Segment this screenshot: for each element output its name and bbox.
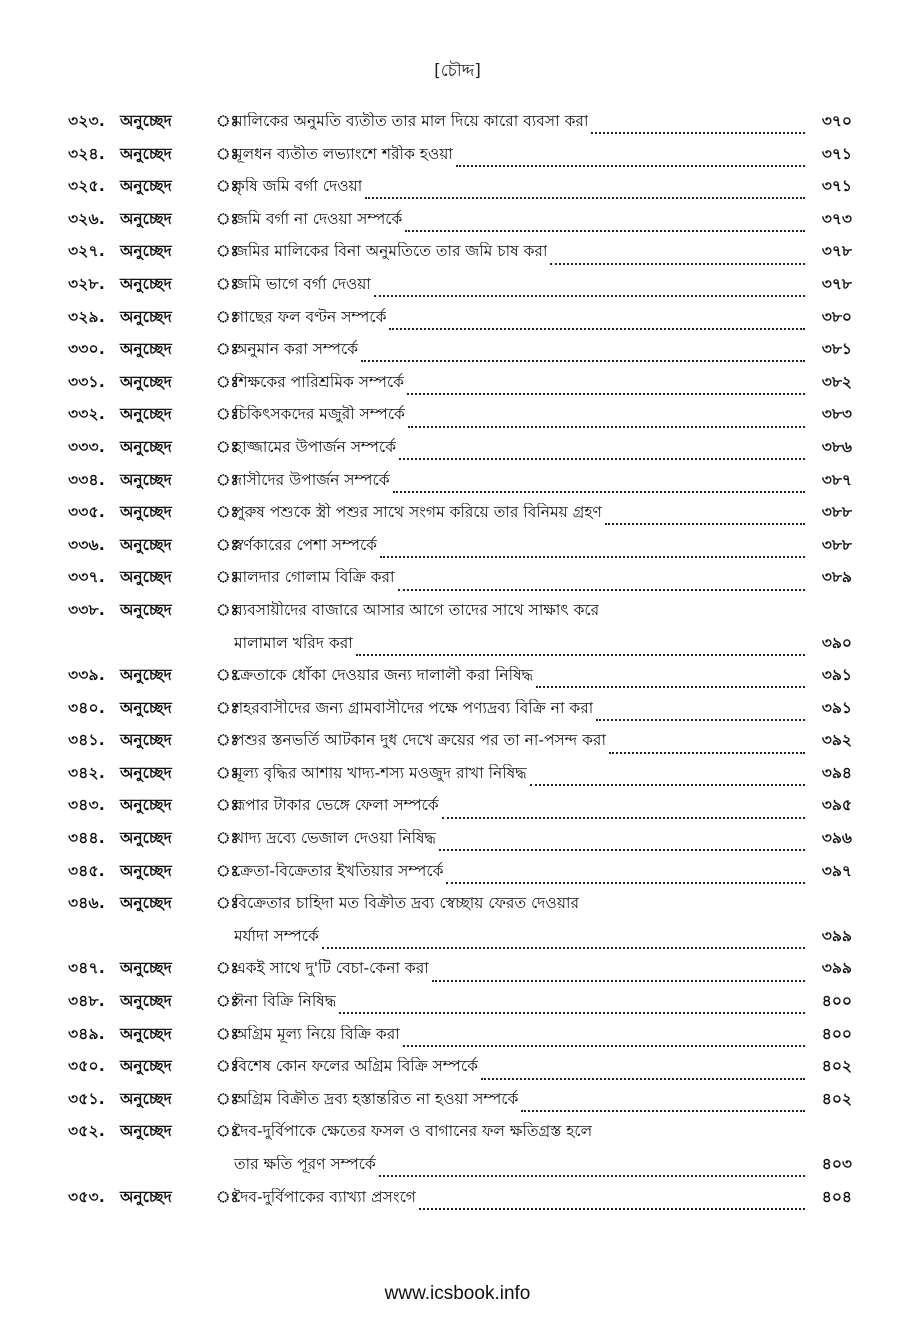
entry-title-line [234, 177, 852, 210]
entry-number: ৩৩৭. [68, 568, 105, 587]
entry-label: অনুচ্ছেদ [120, 177, 172, 196]
entry-separator: ঃ [216, 666, 239, 685]
dot-leader [550, 263, 805, 265]
entry-number: ৩৪০. [68, 698, 105, 717]
entry-title-line [234, 699, 852, 732]
dot-leader [393, 491, 805, 493]
entry-title-line [234, 568, 852, 601]
dot-leader [398, 589, 805, 591]
dot-leader [419, 1208, 805, 1210]
dot-leader [456, 165, 805, 167]
entry-separator: ঃ [216, 112, 239, 130]
entry-page-number: ৩৮৭ [821, 470, 852, 489]
entry-title: একই সাথে দু'টি বেচা-কেনা করা [234, 959, 429, 978]
entry-page-number: ৩৯২ [821, 731, 852, 750]
entry-body [234, 1188, 852, 1221]
entry-number: ৩৪৬. [68, 894, 105, 913]
toc-entry [68, 275, 852, 308]
entry-separator: ঃ [216, 242, 239, 261]
entry-label: অনুচ্ছেদ [120, 470, 172, 489]
entry-body [234, 536, 852, 569]
entry-body [234, 275, 852, 308]
entry-title: পুরুষ পশুকে স্ত্রী পশুর সাথে সংগম করিয়ে তার বিনিময় গ্রহণ [234, 503, 602, 522]
entry-number: ৩৪১. [68, 731, 105, 750]
entry-number: ৩৩১. [68, 372, 105, 391]
toc-entry [68, 666, 852, 699]
entry-title: স্বর্ণকারের পেশা সম্পর্কে [234, 535, 378, 554]
entry-body [234, 471, 852, 504]
entry-title: অগ্রিম বিক্রীত দ্রব্য হস্তান্তরিত না হওয়া সম্পর্কে [234, 1089, 519, 1108]
entry-separator: ঃ [216, 274, 239, 293]
entry-title-line [234, 438, 852, 471]
page-number-header: [চৌদ্দ] [434, 61, 481, 81]
dot-leader [481, 1078, 805, 1080]
entry-label: অনুচ্ছেদ [120, 405, 172, 424]
toc-entry [68, 503, 852, 536]
entry-label: অনুচ্ছেদ [120, 144, 172, 163]
toc-entry [68, 699, 852, 732]
dot-leader [405, 230, 805, 232]
toc-entry [68, 959, 852, 992]
entry-title: তার ক্ষতি পূরণ সম্পর্কে [234, 1155, 376, 1173]
toc-entry [68, 308, 852, 341]
toc-entry [68, 471, 852, 504]
entry-body [234, 666, 852, 699]
entry-page-number: ৪০৪ [821, 1187, 852, 1206]
entry-title: শিক্ষকের পারিশ্রমিক সম্পর্কে [234, 372, 405, 391]
dot-leader [374, 295, 805, 297]
entry-title: মালদার গোলাম বিক্রি করা [234, 568, 395, 587]
entry-number: ৩৫২. [68, 1122, 105, 1141]
entry-label: অনুচ্ছেদ [120, 437, 172, 456]
entry-separator: ঃ [216, 894, 239, 913]
dot-leader [407, 393, 805, 395]
entry-number: ৩২৯. [68, 307, 105, 326]
entry-title: মূল্য বৃদ্ধির আশায় খাদ্য-শস্য মওজুদ রাখা নিষিদ্ধ [234, 763, 527, 782]
toc-entry [68, 862, 852, 895]
toc-entry [68, 177, 852, 210]
entry-body [234, 731, 852, 764]
entry-number: ৩৪৮. [68, 992, 105, 1011]
entry-number: ৩৩৪. [68, 470, 105, 489]
entry-title: মূলধন ব্যতীত লভ্যাংশে শরীক হওয়া [234, 144, 453, 163]
entry-page-number: ৩৮৬ [821, 437, 852, 456]
entry-number: ৩৩০. [68, 340, 105, 359]
entry-page-number: ৩৮১ [821, 340, 852, 359]
entry-title-line [234, 340, 852, 373]
entry-label: অনুচ্ছেদ [120, 340, 172, 359]
dot-leader [530, 784, 805, 786]
entry-body [234, 568, 852, 601]
entry-label: অনুচ্ছেদ [120, 861, 172, 880]
entry-title: দৈব-দুর্বিপাকের ব্যাখ্যা প্রসংগে [234, 1187, 416, 1206]
dot-leader [365, 197, 805, 199]
toc-entry [68, 405, 852, 438]
entry-page-number: ৩৯৭ [821, 861, 852, 880]
entry-separator: ঃ [216, 1024, 239, 1043]
entry-title: হাজ্জামের উপার্জন সম্পর্কে [234, 437, 397, 456]
toc-entry [68, 536, 852, 569]
entry-title-line [234, 862, 852, 895]
entry-label: অনুচ্ছেদ [120, 600, 172, 619]
entry-number: ৩২৫. [68, 177, 105, 196]
entry-page-number: ৪০২ [821, 1089, 852, 1108]
entry-number: ৩৩২. [68, 405, 105, 424]
entry-body [234, 764, 852, 797]
entry-body [234, 308, 852, 341]
entry-title-line [234, 1025, 852, 1058]
toc-entry [68, 340, 852, 373]
entry-separator: ঃ [216, 959, 239, 978]
entry-label: অনুচ্ছেদ [120, 1089, 172, 1108]
table-of-contents [68, 112, 852, 1220]
entry-separator: ঃ [216, 503, 239, 522]
entry-separator: ঃ [216, 829, 239, 848]
entry-separator: ঃ [216, 340, 239, 359]
entry-title: কৃষি জমি বর্গা দেওয়া [234, 177, 363, 196]
toc-entry [68, 1090, 852, 1123]
entry-title: অনুমান করা সম্পর্কে [234, 340, 359, 359]
entry-label: অনুচ্ছেদ [120, 372, 172, 391]
entry-body [234, 503, 852, 536]
toc-entry [68, 568, 852, 601]
dot-leader [446, 882, 805, 884]
entry-separator: ঃ [216, 1057, 239, 1076]
entry-title-line [234, 1188, 852, 1221]
entry-title-line [234, 992, 852, 1025]
entry-separator: ঃ [216, 1122, 239, 1141]
entry-title: মালিকের অনুমতি ব্যতীত তার মাল দিয়ে কারো ব্যবসা করা [234, 112, 589, 130]
entry-title: জমি ভাগে বর্গা দেওয়া [234, 274, 371, 293]
entry-separator: ঃ [216, 177, 239, 196]
entry-body [234, 340, 852, 373]
entry-page-number: ৩৯৯ [821, 926, 852, 945]
entry-label: অনুচ্ছেদ [120, 959, 172, 978]
entry-label: অনুচ্ছেদ [120, 112, 172, 130]
entry-title: বিক্রেতার চাহিদা মত বিক্রীত দ্রব্য স্বেচ্ছায় ফেরত দেওয়ার [234, 894, 579, 913]
entry-title: ক্রেতা-বিক্রেতার ইখতিয়ার সম্পর্কে [234, 861, 444, 880]
toc-entry [68, 373, 852, 406]
entry-separator: ঃ [216, 405, 239, 424]
entry-title-line [234, 829, 852, 862]
entry-label: অনুচ্ছেদ [120, 992, 172, 1011]
toc-entry [68, 764, 852, 797]
entry-separator: ঃ [216, 796, 239, 815]
entry-page-number: ৩৮৯ [821, 568, 852, 587]
entry-title-line [234, 634, 852, 667]
toc-entry [68, 796, 852, 829]
entry-number: ৩৪২. [68, 763, 105, 782]
entry-title-line [234, 1122, 852, 1155]
entry-title: জমির মালিকের বিনা অনুমতিতে তার জমি চাষ করা [234, 242, 548, 261]
dot-leader [379, 1175, 805, 1177]
toc-entry [68, 601, 852, 666]
entry-title-line [234, 927, 852, 960]
entry-title-line [234, 405, 852, 438]
entry-title: দৈব-দুর্বিপাকে ক্ষেতের ফসল ও বাগানের ফল ক্ষতিগ্রস্ত হলে [234, 1122, 593, 1141]
entry-page-number: ৩৭১ [821, 177, 852, 196]
entry-number: ৩৫১. [68, 1089, 105, 1108]
entry-title-line [234, 242, 852, 275]
entry-label: অনুচ্ছেদ [120, 1057, 172, 1076]
entry-label: অনুচ্ছেদ [120, 209, 172, 228]
toc-entry [68, 210, 852, 243]
entry-number: ৩৪৫. [68, 861, 105, 880]
entry-body [234, 210, 852, 243]
toc-entry [68, 894, 852, 959]
entry-separator: ঃ [216, 470, 239, 489]
entry-title-line [234, 796, 852, 829]
entry-body [234, 242, 852, 275]
entry-number: ৩২৬. [68, 209, 105, 228]
entry-label: অনুচ্ছেদ [120, 763, 172, 782]
dot-leader [356, 654, 805, 656]
entry-title: বিশেষ কোন ফলের অগ্রিম বিক্রি সম্পর্কে [234, 1057, 478, 1076]
toc-entry [68, 992, 852, 1025]
toc-entry [68, 438, 852, 471]
entry-page-number: ৩৮০ [821, 307, 852, 326]
entry-separator: ঃ [216, 992, 239, 1011]
entry-separator: ঃ [216, 698, 239, 717]
entry-separator: ঃ [216, 209, 239, 228]
entry-body [234, 438, 852, 471]
entry-number: ৩২৩. [68, 112, 105, 130]
entry-number: ৩৩৫. [68, 503, 105, 522]
entry-separator: ঃ [216, 568, 239, 587]
entry-number: ৩৩৩. [68, 437, 105, 456]
toc-entry [68, 242, 852, 275]
entry-label: অনুচ্ছেদ [120, 1187, 172, 1206]
entry-page-number: ৪০০ [821, 992, 852, 1011]
entry-title: চিকিৎসকদের মজুরী সম্পর্কে [234, 405, 405, 424]
entry-page-number: ৩৯১ [821, 666, 852, 685]
entry-title-line [234, 112, 852, 145]
entry-title-line [234, 536, 852, 569]
entry-body [234, 145, 852, 178]
entry-body [234, 373, 852, 406]
entry-body [234, 1025, 852, 1058]
entry-page-number: ৪০৩ [821, 1155, 852, 1173]
entry-number: ৩২৪. [68, 144, 105, 163]
entry-number: ৩৪৯. [68, 1024, 105, 1043]
entry-label: অনুচ্ছেদ [120, 1122, 172, 1141]
entry-page-number: ৩৯৪ [821, 763, 852, 782]
entry-number: ৩৩৬. [68, 535, 105, 554]
entry-number: ৩৪৩. [68, 796, 105, 815]
entry-title-line [234, 373, 852, 406]
entry-title-line [234, 145, 852, 178]
entry-page-number: ৩৯৯ [821, 959, 852, 978]
entry-page-number: ৩৭৮ [821, 242, 852, 261]
entry-title-line [234, 894, 852, 927]
entry-title: ক্রেতাকে ধোঁকা দেওয়ার জন্য দালালী করা নিষিদ্ধ [234, 666, 533, 685]
entry-label: অনুচ্ছেদ [120, 894, 172, 913]
entry-label: অনুচ্ছেদ [120, 698, 172, 717]
entry-separator: ঃ [216, 763, 239, 782]
entry-number: ৩২৭. [68, 242, 105, 261]
entry-label: অনুচ্ছেদ [120, 731, 172, 750]
entry-title-line [234, 1057, 852, 1090]
entry-title-line [234, 764, 852, 797]
entry-separator: ঃ [216, 731, 239, 750]
entry-page-number: ৩৭১ [821, 144, 852, 163]
entry-body [234, 177, 852, 210]
entry-body [234, 894, 852, 959]
dot-leader [591, 132, 805, 134]
entry-title: মর্যাদা সম্পর্কে [234, 926, 319, 945]
entry-page-number: ৪০০ [821, 1024, 852, 1043]
entry-title-line [234, 308, 852, 341]
entry-title-line [234, 1090, 852, 1123]
dot-leader [380, 556, 805, 558]
entry-title: অগ্রিম মূল্য নিয়ে বিক্রি করা [234, 1024, 400, 1043]
dot-leader [609, 752, 805, 754]
entry-body [234, 862, 852, 895]
toc-entry [68, 829, 852, 862]
entry-title-line [234, 959, 852, 992]
dot-leader [361, 360, 805, 362]
entry-separator: ঃ [216, 437, 239, 456]
entry-body [234, 959, 852, 992]
entry-label: অনুচ্ছেদ [120, 503, 172, 522]
entry-body [234, 112, 852, 145]
entry-page-number: ৩৮৩ [821, 405, 852, 424]
entry-label: অনুচ্ছেদ [120, 796, 172, 815]
entry-body [234, 405, 852, 438]
entry-page-number: ৩৮২ [821, 372, 852, 391]
entry-label: অনুচ্ছেদ [120, 666, 172, 685]
entry-number: ৩৫০. [68, 1057, 105, 1076]
entry-title-line [234, 471, 852, 504]
dot-leader [596, 719, 805, 721]
entry-title-line [234, 210, 852, 243]
dot-leader [399, 458, 805, 460]
entry-title: মালামাল খরিদ করা [234, 633, 353, 652]
toc-entry [68, 1122, 852, 1187]
entry-body [234, 1122, 852, 1187]
entry-title-line [234, 666, 852, 699]
entry-separator: ঃ [216, 372, 239, 391]
entry-title: শহরবাসীদের জন্য গ্রামবাসীদের পক্ষে পণ্যদ্রব্য বিক্রি না করা [234, 698, 594, 717]
entry-number: ৩৩৮. [68, 600, 105, 619]
entry-page-number: ৩৭০ [821, 112, 852, 130]
entry-number: ৩৩৯. [68, 666, 105, 685]
entry-number: ৩৪৭. [68, 959, 105, 978]
entry-separator: ঃ [216, 861, 239, 880]
entry-number: ৩৫৩. [68, 1187, 105, 1206]
footer-website: www.icsbook.info [384, 1283, 531, 1304]
entry-label: অনুচ্ছেদ [120, 242, 172, 261]
entry-separator: ঃ [216, 1187, 239, 1206]
entry-label: অনুচ্ছেদ [120, 307, 172, 326]
entry-title-line [234, 275, 852, 308]
entry-title: জমি বর্গা না দেওয়া সম্পর্কে [234, 209, 403, 228]
entry-page-number: ৩৯১ [821, 698, 852, 717]
dot-leader [521, 1110, 805, 1112]
dot-leader [605, 523, 805, 525]
toc-entry [68, 145, 852, 178]
toc-entry [68, 731, 852, 764]
entry-body [234, 601, 852, 666]
dot-leader [389, 328, 805, 330]
entry-separator: ঃ [216, 307, 239, 326]
entry-page-number: ৩৯০ [821, 633, 852, 652]
toc-entry [68, 112, 852, 145]
entry-label: অনুচ্ছেদ [120, 274, 172, 293]
entry-body [234, 699, 852, 732]
entry-body [234, 829, 852, 862]
entry-page-number: ৩৭৮ [821, 274, 852, 293]
entry-page-number: ৩৭৩ [821, 209, 852, 228]
toc-entry [68, 1188, 852, 1221]
toc-entry [68, 1025, 852, 1058]
entry-title: ব্যবসায়ীদের বাজারে আসার আগে তাদের সাথে সাক্ষাৎ করে [234, 600, 600, 619]
entry-number: ৩৪৪. [68, 829, 105, 848]
entry-separator: ঃ [216, 144, 239, 163]
entry-title: ঈনা বিক্রি নিষিদ্ধ [234, 992, 337, 1011]
entry-page-number: ৩৮৮ [821, 503, 852, 522]
entry-title: খাদ্য দ্রব্যে ভেজাল দেওয়া নিষিদ্ধ [234, 829, 436, 848]
entry-page-number: ৩৯৬ [821, 829, 852, 848]
dot-leader [408, 426, 805, 428]
toc-entry [68, 1057, 852, 1090]
entry-separator: ঃ [216, 1089, 239, 1108]
entry-label: অনুচ্ছেদ [120, 1024, 172, 1043]
entry-body [234, 992, 852, 1025]
entry-body [234, 1057, 852, 1090]
entry-body [234, 796, 852, 829]
entry-title-line [234, 1155, 852, 1188]
entry-separator: ঃ [216, 535, 239, 554]
entry-title-line [234, 601, 852, 634]
entry-label: অনুচ্ছেদ [120, 568, 172, 587]
dot-leader [432, 980, 805, 982]
entry-title-line [234, 503, 852, 536]
dot-leader [442, 817, 805, 819]
entry-number: ৩২৮. [68, 274, 105, 293]
entry-title: দাসীদের উপার্জন সম্পর্কে [234, 470, 390, 489]
entry-label: অনুচ্ছেদ [120, 829, 172, 848]
dot-leader [536, 686, 805, 688]
entry-page-number: ৪০২ [821, 1057, 852, 1076]
entry-body [234, 1090, 852, 1123]
entry-title: রূপার টাকার ভেঙ্গে ফেলা সম্পর্কে [234, 796, 439, 815]
dot-leader [439, 849, 805, 851]
dot-leader [403, 1045, 805, 1047]
dot-leader [339, 1012, 805, 1014]
entry-separator: ঃ [216, 600, 239, 619]
entry-page-number: ৩৯৫ [821, 796, 852, 815]
entry-label: অনুচ্ছেদ [120, 535, 172, 554]
entry-title: পশুর স্তনভর্তি আটকান দুধ দেখে ক্রয়ের পর তা না-পসন্দ করা [234, 731, 606, 750]
entry-title: গাছের ফল বণ্টন সম্পর্কে [234, 307, 387, 326]
dot-leader [322, 947, 805, 949]
entry-title-line [234, 731, 852, 764]
entry-page-number: ৩৮৮ [821, 535, 852, 554]
